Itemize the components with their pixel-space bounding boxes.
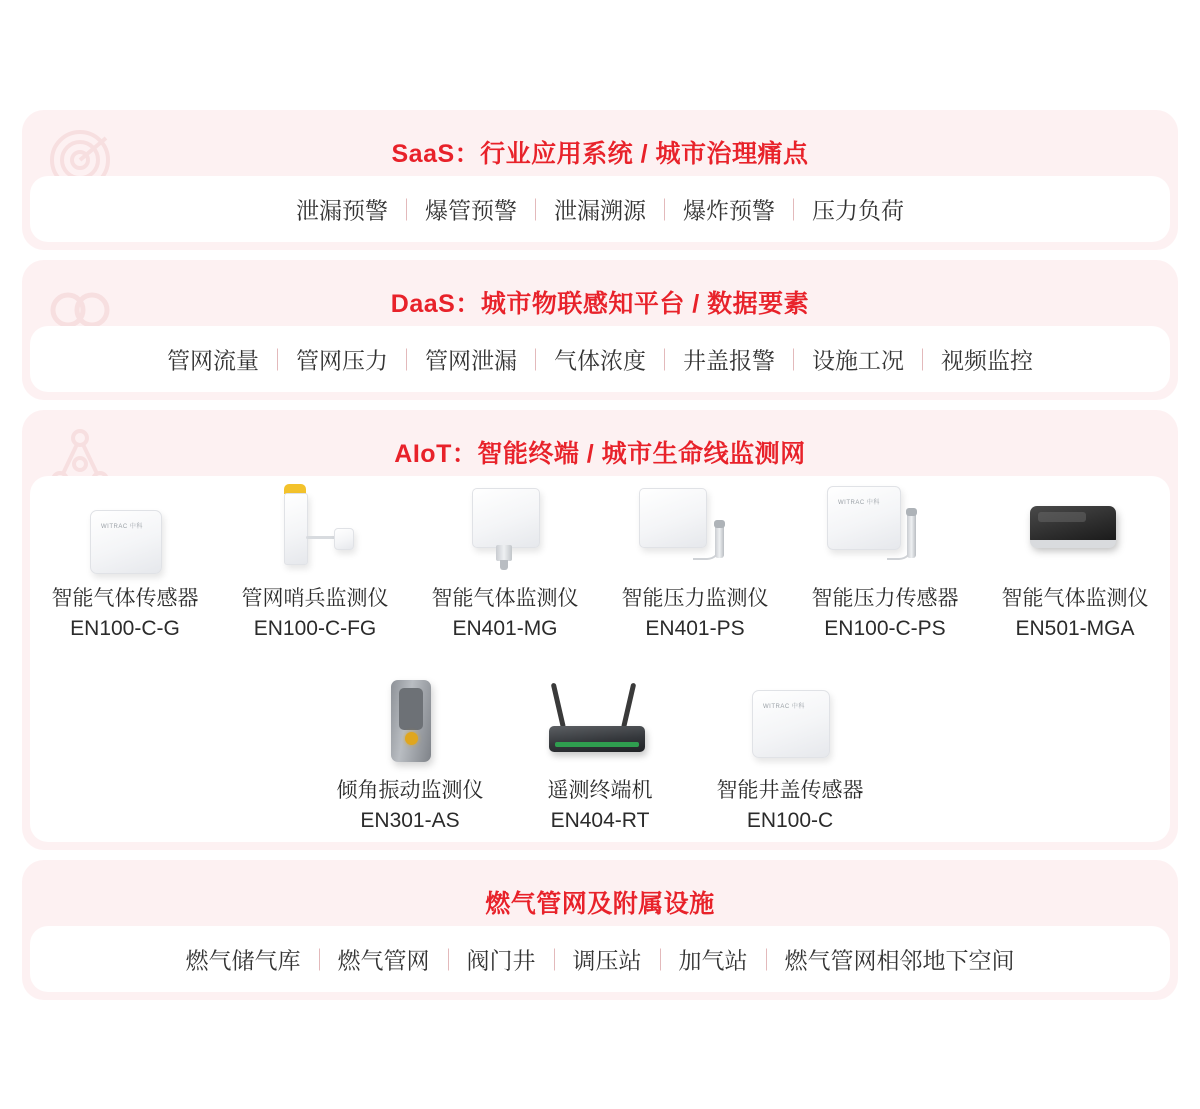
layer-title-pipeline — [22, 860, 1178, 920]
layer-pipeline — [22, 860, 1178, 1000]
layer-title-prefix: AIoT： — [394, 440, 478, 468]
device-card[interactable] — [30, 484, 220, 644]
device-card[interactable] — [695, 676, 885, 836]
chip: 爆管预警 — [425, 197, 517, 224]
device-model: EN404-RT — [550, 809, 650, 832]
device-name: 智能压力监测仪 — [621, 587, 769, 610]
daas-panel — [30, 326, 1170, 392]
device-card[interactable] — [505, 676, 695, 836]
layer-saas — [22, 110, 1178, 250]
device-card[interactable] — [790, 484, 980, 644]
layer-title-prefix: SaaS： — [391, 140, 481, 168]
device-image — [315, 676, 505, 768]
pipeline-panel — [30, 926, 1170, 992]
chip: 压力负荷 — [812, 197, 904, 224]
chip: 阀门井 — [466, 947, 536, 974]
layer-aiot — [22, 410, 1178, 850]
chip: 管网压力 — [296, 347, 388, 374]
layer-title-main: 燃气管网及附属设施 — [485, 890, 715, 918]
layer-title-aiot — [22, 410, 1178, 470]
layer-title-prefix: DaaS： — [390, 290, 481, 318]
device-name: 智能压力传感器 — [811, 587, 959, 610]
chip: 爆炸预警 — [683, 197, 775, 224]
chip: 燃气管网相邻地下空间 — [784, 947, 1015, 974]
chip: 燃气储气库 — [185, 947, 301, 974]
device-model: EN100-C-PS — [824, 617, 946, 640]
device-model: EN501-MGA — [1015, 617, 1135, 640]
device-name: 智能气体监测仪 — [431, 587, 579, 610]
device-image — [410, 484, 600, 576]
device-card[interactable] — [600, 484, 790, 644]
chip: 泄漏预警 — [296, 197, 388, 224]
chip: 视频监控 — [941, 347, 1033, 374]
device-row-1 — [30, 484, 1170, 644]
aiot-panel — [30, 476, 1170, 842]
device-model: EN401-MG — [452, 617, 558, 640]
device-card[interactable] — [315, 676, 505, 836]
layer-title-saas — [22, 110, 1178, 170]
device-image: WITRAC 中科 — [695, 676, 885, 768]
device-card[interactable] — [410, 484, 600, 644]
layer-title-daas — [22, 260, 1178, 320]
device-name: 智能气体传感器 — [51, 587, 199, 610]
chip: 管网流量 — [167, 347, 259, 374]
layer-title-main: 城市物联感知平台 / 数据要素 — [480, 290, 810, 318]
chip: 燃气管网 — [337, 947, 430, 974]
chip: 气体浓度 — [554, 347, 646, 374]
device-image — [505, 676, 695, 768]
layer-title-main: 智能终端 / 城市生命线监测网 — [477, 440, 806, 468]
device-name: 智能气体监测仪 — [1001, 587, 1149, 610]
device-image: WITRAC 中科 — [30, 484, 220, 576]
device-model: EN401-PS — [645, 617, 745, 640]
device-image: WITRAC 中科 — [790, 484, 980, 576]
layer-title-main: 行业应用系统 / 城市治理痛点 — [480, 140, 809, 168]
pipeline-chip-list — [30, 943, 1170, 976]
saas-chip-list — [30, 193, 1170, 226]
device-name: 遥测终端机 — [547, 779, 653, 802]
device-name: 智能井盖传感器 — [716, 779, 864, 802]
device-model: EN100-C — [746, 809, 834, 832]
device-model: EN100-C-G — [70, 617, 180, 640]
chip: 调压站 — [572, 947, 642, 974]
device-image — [980, 484, 1170, 576]
daas-chip-list — [30, 343, 1170, 376]
saas-panel — [30, 176, 1170, 242]
device-name: 管网哨兵监测仪 — [241, 587, 389, 610]
device-row-2 — [30, 676, 1170, 836]
device-model: EN100-C-FG — [253, 617, 377, 640]
layer-daas — [22, 260, 1178, 400]
device-card[interactable] — [980, 484, 1170, 644]
device-name: 倾角振动监测仪 — [336, 779, 484, 802]
device-image — [600, 484, 790, 576]
chip: 泄漏溯源 — [554, 197, 646, 224]
device-card[interactable] — [220, 484, 410, 644]
device-image — [220, 484, 410, 576]
chip: 加气站 — [678, 947, 748, 974]
chip: 设施工况 — [812, 347, 904, 374]
chip: 井盖报警 — [683, 347, 775, 374]
device-model: EN301-AS — [360, 809, 460, 832]
chip: 管网泄漏 — [425, 347, 517, 374]
